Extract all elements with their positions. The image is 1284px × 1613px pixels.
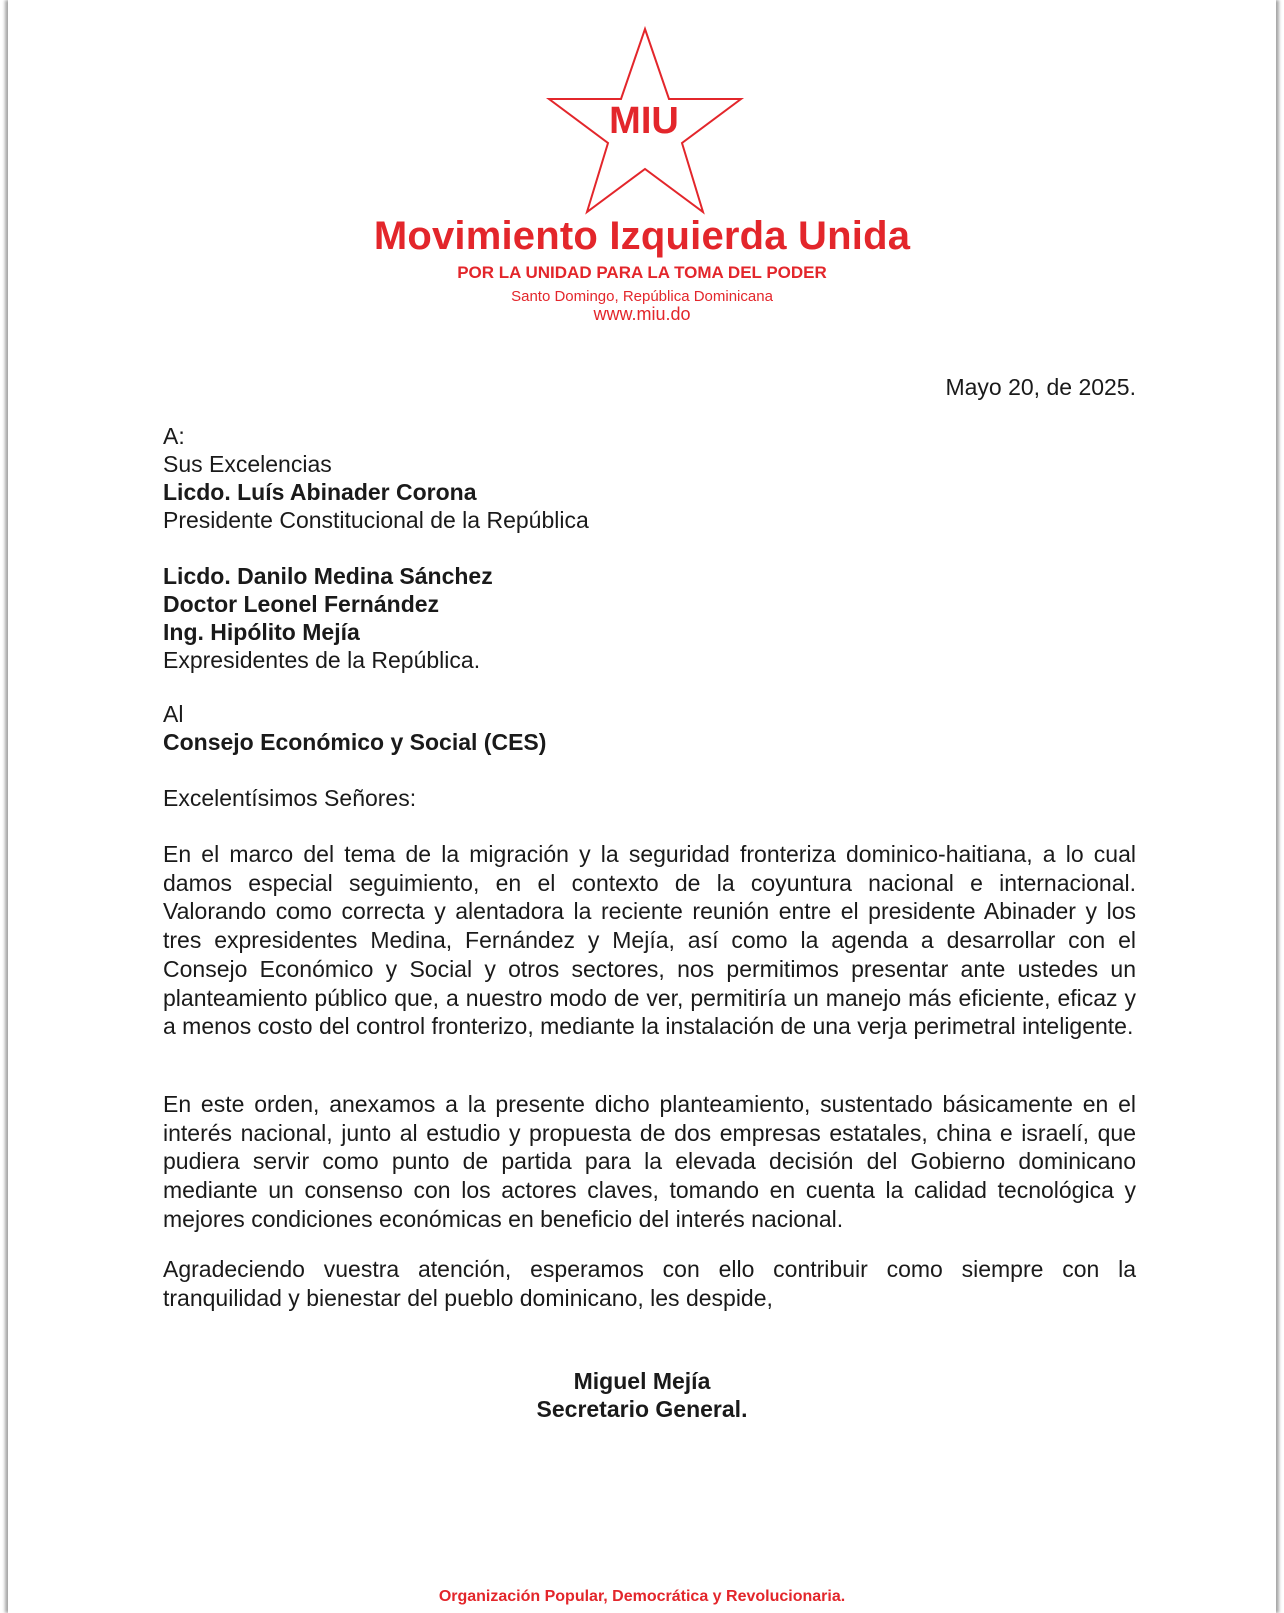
former-president-3: Ing. Hipólito Mejía <box>163 619 360 645</box>
signatory-title: Secretario General. <box>536 1396 748 1422</box>
organization-name: Movimiento Izquierda Unida <box>373 214 911 258</box>
former-presidents-title: Expresidentes de la República. <box>163 647 481 673</box>
president-name: Licdo. Luís Abinader Corona <box>163 479 477 505</box>
body-paragraph-1: En el marco del tema de la migración y la seguridad fronteriza dominico-haitiana, a lo cual damos especial seguimiento, en el contexto de la coyuntura nacional e internacional. Valorando como correcta y alentadora la reciente reunión entre el presidente Abinader y los tres expresidentes Medina, Fernández y Mejía, así como la agenda a desarrollar con el Consejo Económico y Social y otros sectores, nos permitimos presentar ante ustedes un planteamiento público que, a nuestro modo de ver, permitiría un manejo más eficiente, eficaz y a menos costo del control fronterizo, mediante la instalación de una verja perimetral inteligente. <box>163 841 1136 1040</box>
footer-motto: Organización Popular, Democrática y Revolucionaria. <box>438 1588 846 1605</box>
star-logo-icon <box>545 26 745 216</box>
salutation: Excelentísimos Señores: <box>163 785 417 811</box>
signatory-name: Miguel Mejía <box>573 1368 711 1394</box>
body-paragraph-3: Agradeciendo vuestra atención, esperamos con ello contribuir como siempre con la tranquilidad y bienestar del pueblo dominicano, les despide, <box>163 1256 1136 1311</box>
logo-text: MIU <box>609 100 679 142</box>
letter-date: Mayo 20, de 2025. <box>945 374 1136 400</box>
former-president-2: Doctor Leonel Fernández <box>163 591 440 617</box>
honorific: Sus Excelencias <box>163 451 332 477</box>
letter-page <box>8 0 1276 1613</box>
organization-website: www.miu.do <box>593 304 691 324</box>
organization-slogan: POR LA UNIDAD PARA LA TOMA DEL PODER <box>457 263 827 282</box>
body-paragraph-2: En este orden, anexamos a la presente dicho planteamiento, sustentado básicamente en el interés nacional, junto al estudio y propuesta de dos empresas estatales, china e israelí, que pudiera servir como punto de partida para la elevada decisión del Gobierno dominicano mediante un consenso con los actores claves, tomando en cuenta la calidad tecnológica y mejores condiciones económicas en beneficio del interés nacional. <box>163 1091 1136 1232</box>
al-label: Al <box>163 701 184 727</box>
president-title: Presidente Constitucional de la República <box>163 507 589 533</box>
to-label: A: <box>163 423 185 449</box>
former-president-1: Licdo. Danilo Medina Sánchez <box>163 563 493 589</box>
organization-location: Santo Domingo, República Dominicana <box>511 288 773 305</box>
council-name: Consejo Económico y Social (CES) <box>163 729 547 755</box>
